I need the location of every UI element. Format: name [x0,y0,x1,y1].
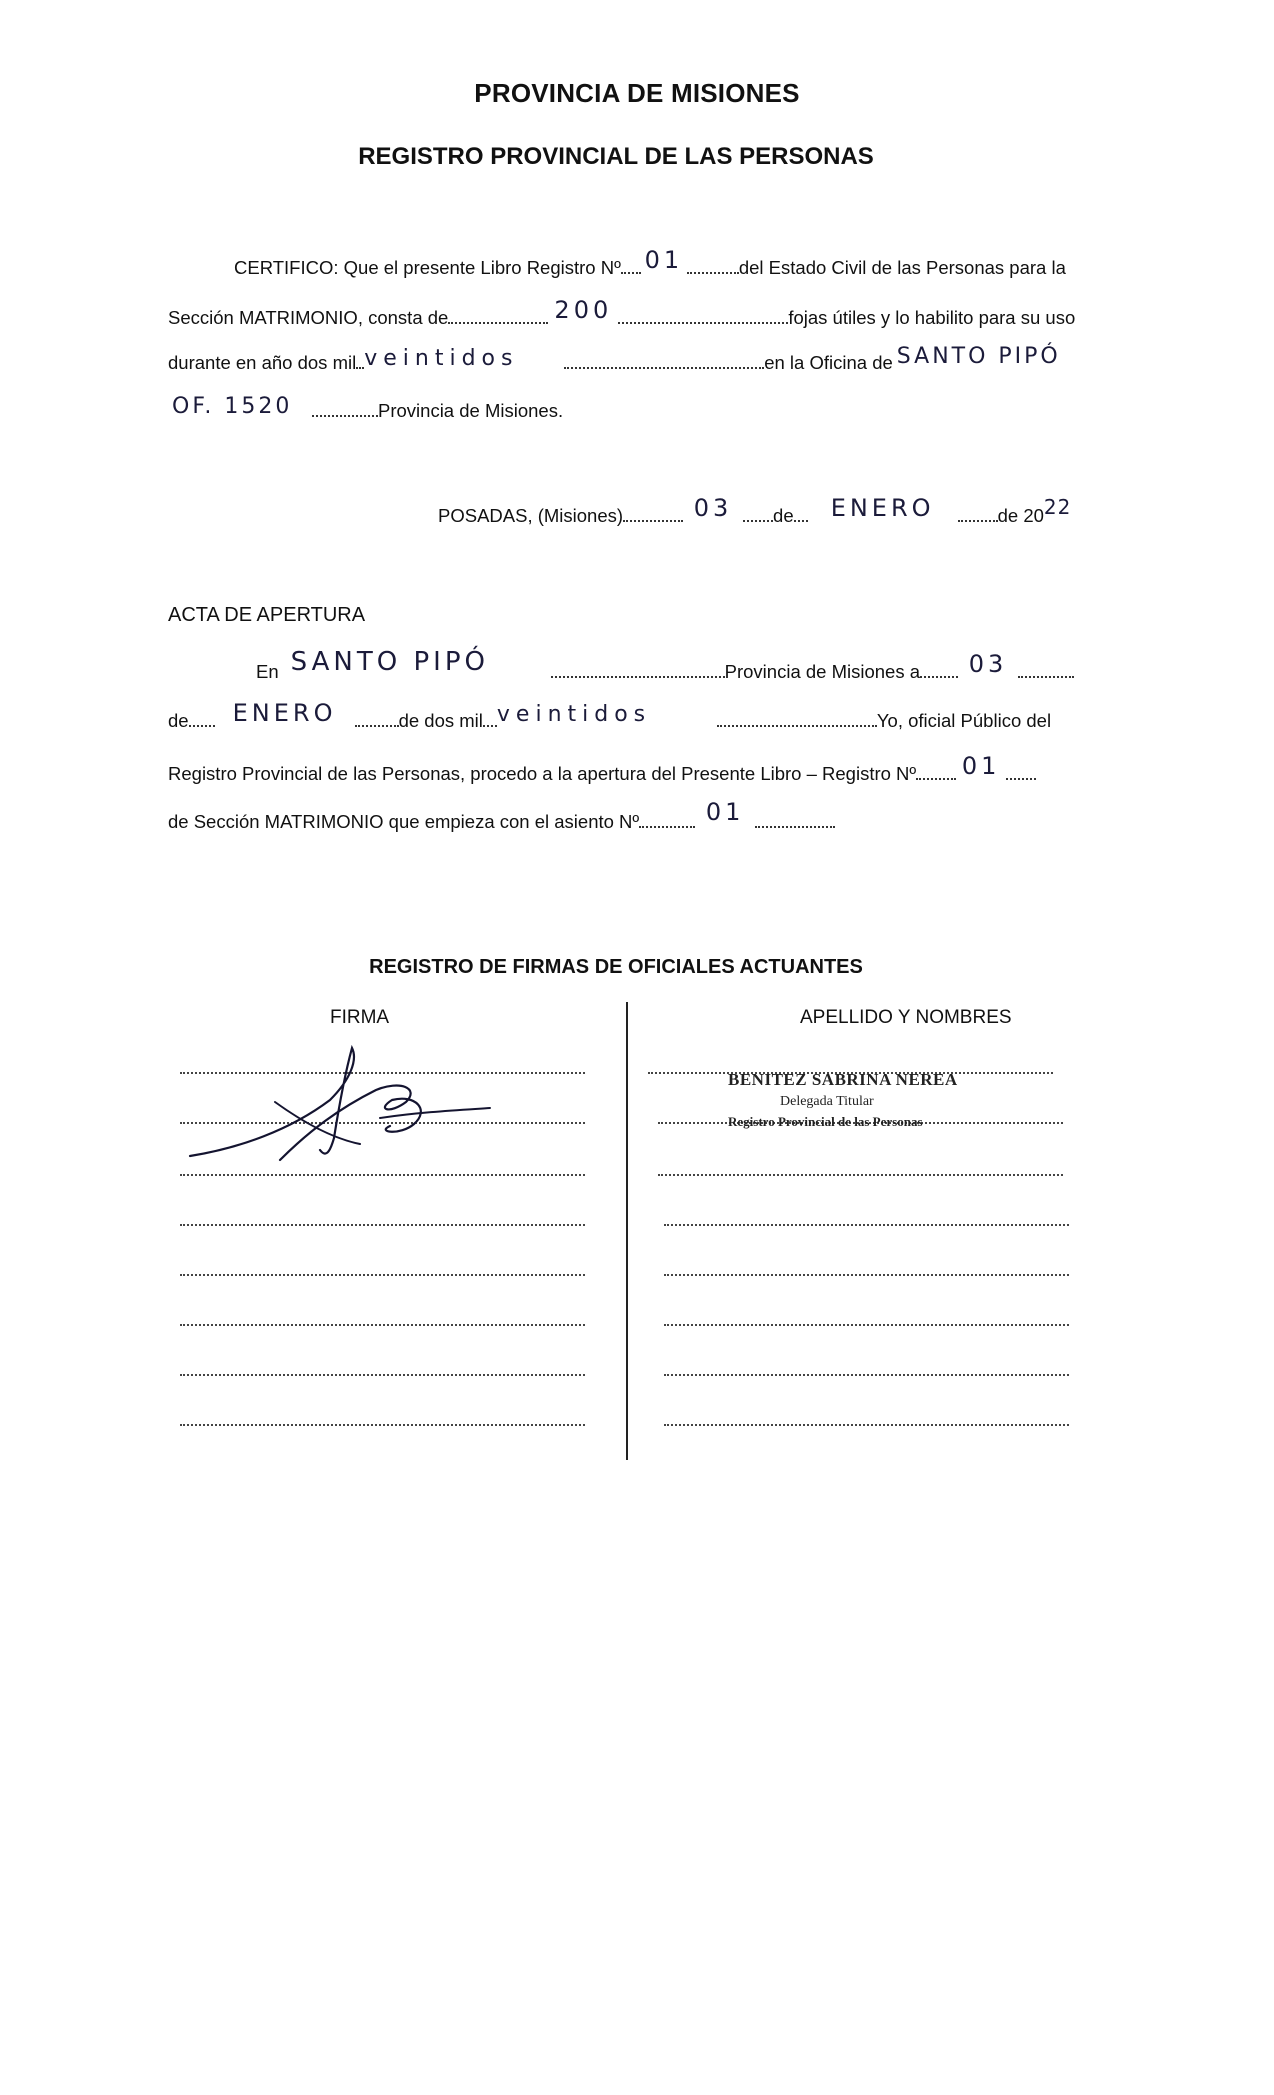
nombres-line [658,1174,1063,1176]
acta-line-1: En SANTO PIPÓ Provincia de Misiones a 03 [256,655,1074,685]
nombres-line [664,1324,1069,1326]
document-subtitle: REGISTRO PROVINCIAL DE LAS PERSONAS [358,143,874,170]
acta-asiento-handwritten: 01 [705,798,745,826]
acta-registro-handwritten: 01 [961,752,1001,780]
stamp-name: BENITEZ SABRINA NEREA [728,1070,958,1089]
fojas-handwritten: 200 [554,296,613,324]
libro-number-handwritten: 01 [644,246,684,274]
firmas-title: REGISTRO DE FIRMAS DE OFICIALES ACTUANTES [369,956,863,978]
acta-anio-handwritten: veintidos [496,702,652,727]
nombres-line [664,1374,1069,1376]
acta-line-3: Registro Provincial de las Personas, procedo a la apertura del Presente Libro – Registro Nº 01 [168,758,1036,786]
oficina-handwritten: SANTO PIPÓ [896,344,1061,369]
acta-mes-handwritten: ENERO [232,699,337,727]
acta-dia-handwritten: 03 [968,650,1008,678]
column-divider [626,1002,628,1460]
firma-line [180,1274,585,1276]
acta-title: ACTA DE APERTURA [168,604,366,626]
firma-line [180,1424,585,1426]
stamp-role: Delegada Titular [780,1094,874,1109]
fecha-line: POSADAS, (Misiones) 03 de ENERO de 2022 [438,494,1072,526]
certifico-line-1: CERTIFICO: Que el presente Libro Registro Nº 01 del Estado Civil de las Personas para la [234,246,1066,278]
acta-localidad-handwritten: SANTO PIPÓ [290,647,489,677]
nombres-line [664,1274,1069,1276]
certifico-line-4: OF. 1520 Provincia de Misiones. [172,394,564,421]
certifico-line-2: Sección MATRIMONIO, consta de 200 fojas útiles y lo habilito para su uso [168,296,1076,328]
stamp-organization: Registro Provincial de las Personas [728,1114,923,1129]
acta-line-2: de ENERO de dos mil veintidos Yo, oficial Público del [168,699,1052,731]
nombres-line [664,1424,1069,1426]
anio-handwritten: veintidos [364,346,519,371]
handwritten-signature [180,1040,500,1170]
firma-line [180,1374,585,1376]
nombres-line [664,1224,1069,1226]
fecha-mes-handwritten: ENERO [830,494,935,522]
firma-line [180,1224,585,1226]
acta-line-4: de Sección MATRIMONIO que empieza con el asiento Nº 01 [168,806,835,834]
fecha-dia-handwritten: 03 [693,494,733,522]
firma-column-header: FIRMA [330,1007,390,1028]
firma-line [180,1174,585,1176]
document-title: PROVINCIA DE MISIONES [474,78,800,108]
fecha-anio-handwritten: 22 [1043,495,1072,519]
firma-line [180,1324,585,1326]
oficina-number-handwritten: OF. 1520 [172,394,293,419]
certifico-line-3: durante en año dos mil veintidos en la Oficina de SANTO PIPÓ [168,344,1061,373]
nombres-column-header: APELLIDO Y NOMBRES [800,1007,1012,1028]
